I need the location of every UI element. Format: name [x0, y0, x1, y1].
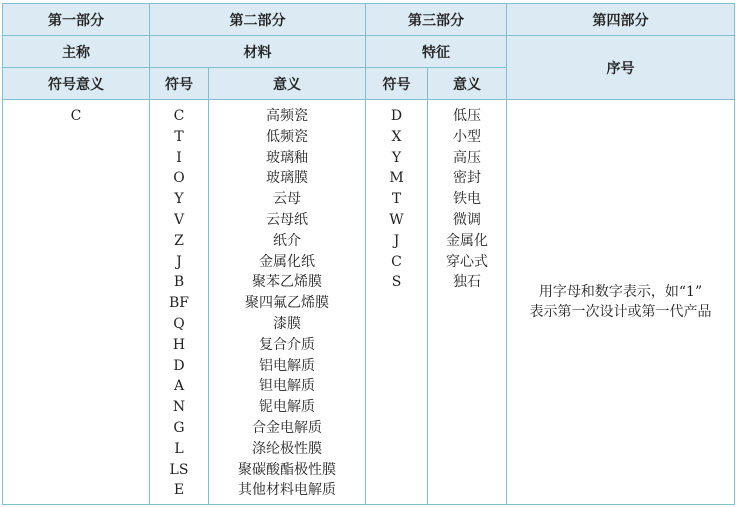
header-part4: 第四部分 [507, 4, 735, 36]
header-part1-sub: 主称 [3, 36, 150, 68]
feature-meaning: 金属化 [446, 232, 488, 249]
feature-meaning: 低压 [453, 108, 481, 124]
material-meaning: 其他材料电解质 [238, 482, 336, 499]
col-feature-meaning: 意义 [428, 68, 507, 100]
material-symbol: G [173, 419, 185, 436]
sequence-note-line2: 表示第一次设计或第一代产品 [529, 304, 712, 320]
material-meaning: 聚四氟乙烯膜 [245, 295, 329, 312]
material-symbols-cell [150, 100, 209, 505]
material-meaning: 漆膜 [273, 315, 301, 332]
feature-meaning: 密封 [453, 170, 481, 187]
material-symbol: T [174, 128, 184, 145]
material-meanings-cell [209, 100, 366, 505]
material-meaning: 铌电解质 [259, 399, 315, 416]
material-symbol: H [172, 336, 186, 353]
material-symbol: Z [174, 232, 184, 249]
material-symbol: N [172, 399, 186, 416]
material-symbol: BF [168, 295, 189, 312]
feature-meaning: 微调 [453, 211, 481, 228]
material-symbol: B [173, 274, 185, 291]
material-meaning: 涤纶极性膜 [252, 440, 322, 457]
material-meaning: 合金电解质 [252, 419, 322, 436]
header-part1: 第一部分 [3, 4, 150, 36]
material-symbol: V [173, 211, 185, 228]
feature-symbols-cell [366, 100, 428, 505]
material-symbol: J [176, 253, 182, 270]
sequence-note-cell [507, 100, 735, 505]
material-symbol: LS [169, 461, 189, 478]
feature-symbol: J [393, 232, 400, 249]
material-symbol: L [174, 440, 184, 457]
material-meaning: 铝电解质 [259, 357, 315, 374]
material-symbol: Y [174, 191, 184, 208]
header-part3: 第三部分 [366, 4, 507, 36]
feature-meaning: 独石 [453, 274, 481, 291]
material-symbol: A [173, 378, 185, 395]
feature-symbol: X [391, 128, 402, 145]
feature-symbol: C [391, 253, 402, 270]
material-meaning: 钽电解质 [259, 378, 315, 395]
header-part4-sub: 序号 [507, 36, 735, 100]
material-symbol: E [173, 482, 185, 499]
feature-symbol: W [389, 211, 404, 228]
material-meaning: 高频瓷 [266, 108, 308, 124]
material-symbol: O [173, 170, 185, 187]
part1-cell [3, 100, 150, 505]
material-meaning: 玻璃釉 [266, 149, 308, 166]
material-meaning: 云母 [273, 191, 301, 208]
material-symbol: Q [173, 315, 185, 332]
header-part3-sub: 特征 [366, 36, 507, 68]
material-meaning: 玻璃膜 [266, 170, 308, 187]
feature-symbol: Y [391, 149, 402, 166]
header-part2: 第二部分 [150, 4, 366, 36]
feature-meaning: 小型 [453, 128, 481, 145]
sequence-note-line1: 用字母和数字表示，如“1” [538, 284, 703, 300]
material-symbol: C [173, 108, 185, 124]
col-feature-symbol: 符号 [366, 68, 428, 100]
capacitor-naming-table [2, 3, 735, 505]
material-meaning: 复合介质 [259, 336, 315, 353]
part1-symbol: C [70, 108, 82, 124]
material-meaning: 云母纸 [266, 211, 308, 228]
feature-symbol: T [391, 191, 402, 208]
material-meaning: 聚碳酸酯极性膜 [238, 461, 336, 478]
material-meaning: 低频瓷 [266, 128, 308, 145]
feature-symbol: S [391, 274, 402, 291]
header-part2-sub: 材料 [150, 36, 366, 68]
feature-meaning: 铁电 [453, 191, 481, 208]
material-meaning: 聚苯乙烯膜 [252, 274, 322, 291]
material-meaning: 金属化纸 [259, 253, 315, 270]
feature-meaning: 穿心式 [446, 253, 488, 270]
material-symbol: I [176, 149, 182, 166]
feature-symbol: M [389, 170, 404, 187]
material-symbol: D [173, 357, 185, 374]
col-material-meaning: 意义 [209, 68, 366, 100]
feature-meaning: 高压 [453, 149, 481, 166]
col-symbol-meaning: 符号意义 [3, 68, 150, 100]
feature-meanings-cell [428, 100, 507, 505]
feature-symbol: D [390, 108, 403, 124]
col-material-symbol: 符号 [150, 68, 209, 100]
material-meaning: 纸介 [273, 232, 301, 249]
